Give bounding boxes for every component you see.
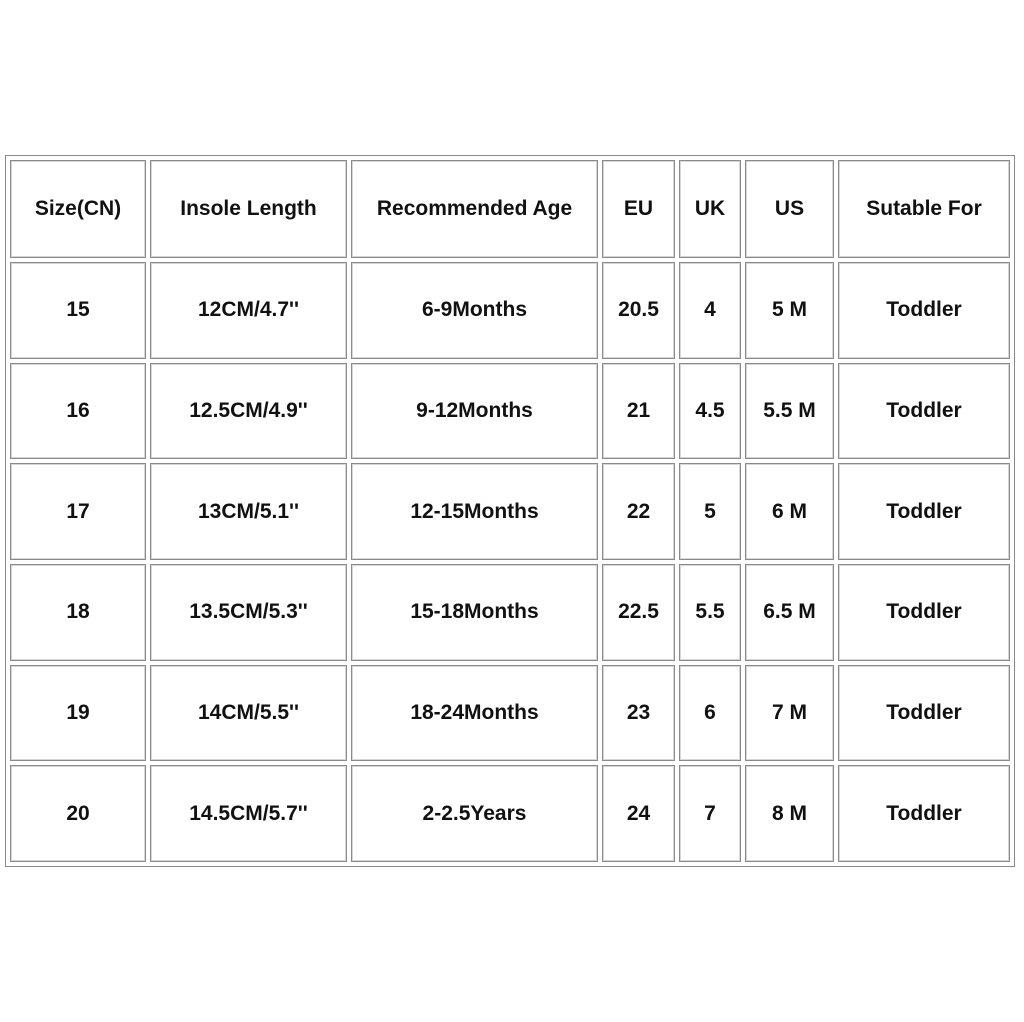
header-eu: EU xyxy=(602,160,675,258)
table-row xyxy=(10,765,1010,862)
cell-recommended-age: 9-12Months xyxy=(351,363,598,460)
header-recommended-age: Recommended Age xyxy=(351,160,598,258)
table-row xyxy=(10,463,1010,560)
cell-insole-length: 13.5CM/5.3'' xyxy=(150,564,347,661)
cell-us: 6 M xyxy=(745,463,834,560)
cell-uk: 6 xyxy=(679,665,741,762)
cell-insole-length: 12CM/4.7'' xyxy=(150,262,347,359)
cell-suitable-for: Toddler xyxy=(838,363,1010,460)
cell-eu: 24 xyxy=(602,765,675,862)
cell-size-cn: 19 xyxy=(10,665,146,762)
cell-us: 5 M xyxy=(745,262,834,359)
cell-insole-length: 14CM/5.5'' xyxy=(150,665,347,762)
header-size-cn: Size(CN) xyxy=(10,160,146,258)
cell-insole-length: 14.5CM/5.7'' xyxy=(150,765,347,862)
cell-uk: 5 xyxy=(679,463,741,560)
cell-eu: 22.5 xyxy=(602,564,675,661)
table-row xyxy=(10,262,1010,359)
cell-size-cn: 18 xyxy=(10,564,146,661)
cell-recommended-age: 6-9Months xyxy=(351,262,598,359)
cell-uk: 4 xyxy=(679,262,741,359)
cell-suitable-for: Toddler xyxy=(838,765,1010,862)
header-us: US xyxy=(745,160,834,258)
header-suitable-for: Sutable For xyxy=(838,160,1010,258)
cell-us: 6.5 M xyxy=(745,564,834,661)
cell-us: 5.5 M xyxy=(745,363,834,460)
table-row xyxy=(10,665,1010,762)
header-row xyxy=(10,160,1010,258)
cell-suitable-for: Toddler xyxy=(838,665,1010,762)
cell-recommended-age: 15-18Months xyxy=(351,564,598,661)
cell-eu: 23 xyxy=(602,665,675,762)
cell-size-cn: 16 xyxy=(10,363,146,460)
cell-recommended-age: 2-2.5Years xyxy=(351,765,598,862)
table-row xyxy=(10,363,1010,460)
cell-uk: 5.5 xyxy=(679,564,741,661)
cell-recommended-age: 18-24Months xyxy=(351,665,598,762)
cell-uk: 4.5 xyxy=(679,363,741,460)
header-insole-length: Insole Length xyxy=(150,160,347,258)
cell-size-cn: 15 xyxy=(10,262,146,359)
cell-eu: 21 xyxy=(602,363,675,460)
cell-uk: 7 xyxy=(679,765,741,862)
cell-size-cn: 17 xyxy=(10,463,146,560)
cell-suitable-for: Toddler xyxy=(838,463,1010,560)
cell-suitable-for: Toddler xyxy=(838,564,1010,661)
cell-insole-length: 12.5CM/4.9'' xyxy=(150,363,347,460)
cell-us: 7 M xyxy=(745,665,834,762)
cell-eu: 22 xyxy=(602,463,675,560)
cell-suitable-for: Toddler xyxy=(838,262,1010,359)
size-chart-table xyxy=(5,155,1015,867)
cell-eu: 20.5 xyxy=(602,262,675,359)
table-row xyxy=(10,564,1010,661)
cell-insole-length: 13CM/5.1'' xyxy=(150,463,347,560)
cell-us: 8 M xyxy=(745,765,834,862)
cell-recommended-age: 12-15Months xyxy=(351,463,598,560)
cell-size-cn: 20 xyxy=(10,765,146,862)
header-uk: UK xyxy=(679,160,741,258)
